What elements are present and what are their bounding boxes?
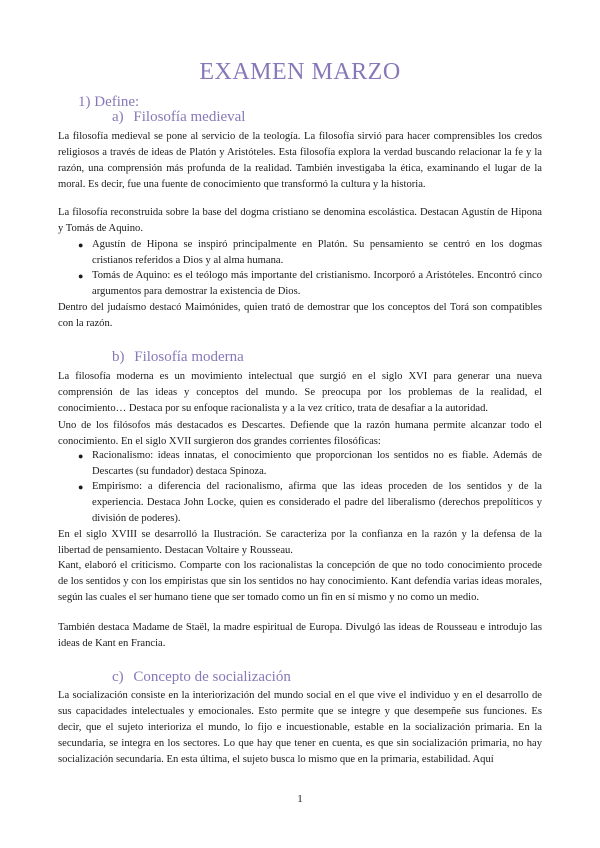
section-letter: b) xyxy=(112,349,125,365)
bullet-dot-icon: ● xyxy=(78,451,84,461)
list-item: Racionalismo: ideas innatas, el conocimiento que proporcionan los sentidos no es fiable. Además de Descartes (su fundador) destaca Spinoza. xyxy=(92,450,542,478)
bullet-dot-icon: ● xyxy=(78,271,84,281)
paragraph: La filosofía medieval se pone al servicio de la teología. La filosofía sirvió para hacer comprensibles los credos religiosos a través de ideas de Platón y Aristóteles. Esta filosofía explora la verdad buscando relacionar la fe y la razón, una comprensión más profunda de la realidad. También investigaba la ética, examinando el lugar de la moral. Es decir, fue una fuente de conocimiento que transformó la cultura y la historia. xyxy=(58,131,542,191)
list-item: Agustín de Hipona se inspiró principalmente en Platón. Su pensamiento se centró en los dogmas cristianos referidos a Dios y al alma humana. xyxy=(92,239,542,267)
paragraph: Dentro del judaísmo destacó Maimónides, quien trató de demostrar que los conceptos del Torá son compatibles con la razón. xyxy=(58,302,542,330)
document-title: EXAMEN MARZO xyxy=(199,59,401,85)
bullet-dot-icon: ● xyxy=(78,240,84,250)
page-number: 1 xyxy=(297,793,303,805)
paragraph: En el siglo XVIII se desarrolló la Ilustración. Se caracteriza por la confianza en la razón y la defensa de la libertad de pensamiento. Destacan Voltaire y Rousseau. xyxy=(58,529,542,557)
list-item: Empirismo: a diferencia del racionalismo, afirma que las ideas proceden de los sentidos y de la experiencia. Destaca John Locke, quien es considerado el padre del liberalismo (derechos prepolíticos y división de poderes). xyxy=(92,481,542,525)
section-heading-medieval xyxy=(112,108,245,126)
section-title: Filosofía medieval xyxy=(133,109,246,125)
paragraph: También destaca Madame de Staël, la madre espiritual de Europa. Divulgó las ideas de Rousseau e introdujo las ideas de Kant en Francia. xyxy=(58,622,542,650)
main-heading-text: Define: xyxy=(94,94,140,110)
section-heading-moderna xyxy=(112,348,244,366)
section-heading-socializacion xyxy=(112,668,291,686)
bullet-dot-icon: ● xyxy=(78,482,84,492)
paragraph: La filosofía moderna es un movimiento intelectual que surgió en el siglo XVI para generar una nueva comprensión de las ideas y conceptos del mundo. Se preocupa por los problemas de la realidad, el conocimiento… Destaca por su enfoque racionalista y a la vez crítico, trata de desafiar a la autoridad. xyxy=(58,371,542,415)
section-letter: c) xyxy=(112,669,124,685)
section-title: Concepto de socialización xyxy=(133,669,291,685)
main-heading-number: 1) xyxy=(78,94,91,110)
list-item: Tomás de Aquino: es el teólogo más importante del cristianismo. Incorporó a Aristóteles. Encontró cinco argumentos para demostrar la existencia de Dios. xyxy=(92,270,542,298)
paragraph: Uno de los filósofos más destacados es Descartes. Defiende que la razón humana permite alcanzar todo el conocimiento. En el siglo XVII surgieron dos grandes corrientes filosóficas: xyxy=(58,420,542,448)
section-title: Filosofía moderna xyxy=(134,349,244,365)
paragraph: Kant, elaboró el criticismo. Comparte con los racionalistas la concepción de que no todo conocimiento procede de los sentidos y con los empiristas que sin los sentidos no hay conocimiento. Kant defendía varias ideas morales, según las cuales el ser humano tiene que ser tomado como un fin en sí mismo y no como un medio. xyxy=(58,560,542,604)
paragraph: La filosofía reconstruida sobre la base del dogma cristiano se denomina escolástica. Destacan Agustín de Hipona y Tomás de Aquino. xyxy=(58,207,542,235)
paragraph: La socialización consiste en la interiorización del mundo social en el que vive el individuo y en el desarrollo de sus capacidades intelectuales y emocionales. Esto permite que se integre y que desempeñe sus funciones. Es decir, que el sujeto interioriza el mundo, lo fijo e incuestionable, estable en la socialización primaria. En la secundaria, se integra en los sectores. Lo que hay que tener en cuenta, es que sin socialización primaria, no hay socialización secundaria. En esta última, el sujeto busca lo mismo que en la primaria, estabilidad. Aquí xyxy=(58,690,542,766)
section-letter: a) xyxy=(112,109,124,125)
